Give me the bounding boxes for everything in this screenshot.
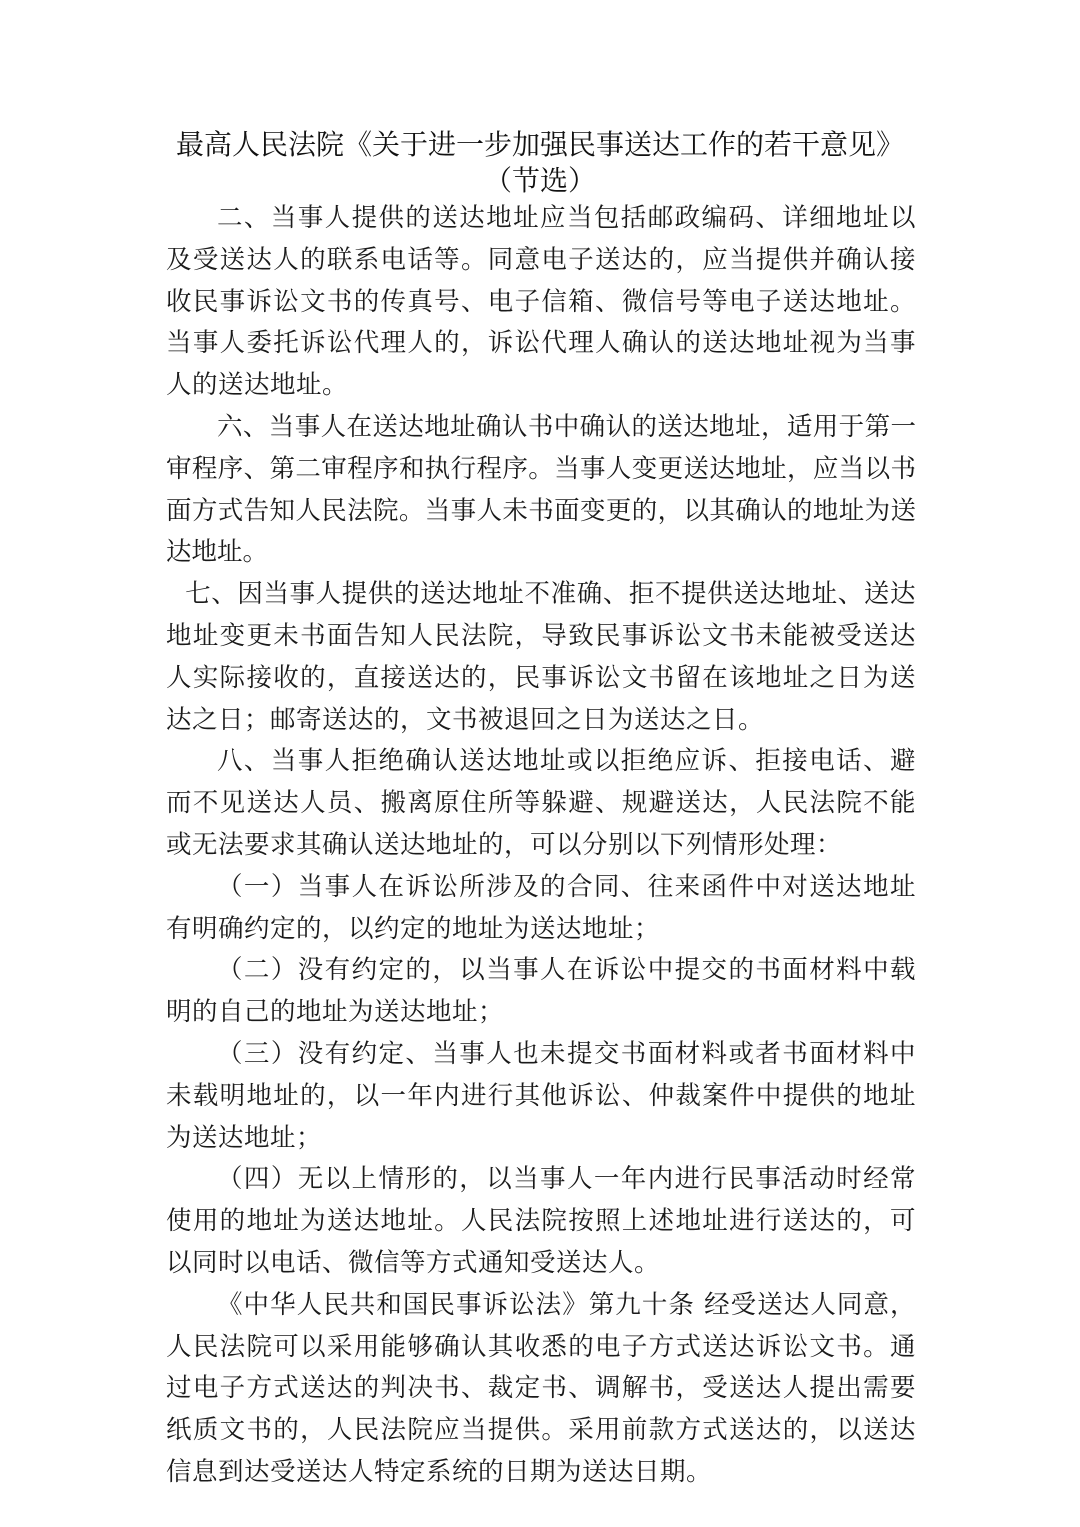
- paragraph-article-8: 八、当事人拒绝确认送达地址或以拒绝应诉、拒接电话、避而不见送达人员、搬离原住所等躲避、规避送达，人民法院不能或无法要求其确认送达地址的，可以分别以下列情形处理：: [166, 746, 916, 860]
- paragraph-item-1: （一）当事人在诉讼所涉及的合同、往来函件中对送达地址有明确约定的，以约定的地址为送达地址；: [166, 871, 916, 944]
- paragraph-item-3: （三）没有约定、当事人也未提交书面材料或者书面材料中未载明地址的，以一年内进行其他诉讼、仲裁案件中提供的地址为送达地址；: [166, 1038, 916, 1153]
- document-title: 最高人民法院《关于进一步加强民事送达工作的若干意见》: [175, 128, 904, 161]
- document-body: [166, 198, 916, 1494]
- paragraph-item-4: （四）无以上情形的，以当事人一年内进行民事活动时经常使用的地址为送达地址。人民法院按照上述地址进行送达的，可以同时以电话、微信等方式通知受送达人。: [166, 1164, 916, 1278]
- paragraph-civil-procedure-law-article-90: 《中华人民共和国民事诉讼法》第九十条 经受送达人同意，人民法院可以采用能够确认其收悉的电子方式送达诉讼文书。通过电子方式送达的判决书、裁定书、调解书，受送达人提出需要纸质文书的，人民法院应当提供。采用前款方式送达的，以送达信息到达受送达人特定系统的日期为送达日期。: [166, 1289, 916, 1487]
- document-subtitle: （节选）: [483, 164, 596, 197]
- paragraph-article-7: 七、因当事人提供的送达地址不准确、拒不提供送达地址、送达地址变更未书面告知人民法院，导致民事诉讼文书未能被受送达人实际接收的，直接送达的，民事诉讼文书留在该地址之日为送达之日；邮寄送达的，文书被退回之日为送达之日。: [166, 579, 916, 735]
- paragraph-article-2: 二、当事人提供的送达地址应当包括邮政编码、详细地址以及受送达人的联系电话等。同意电子送达的，应当提供并确认接收民事诉讼文书的传真号、电子信箱、微信号等电子送达地址。当事人委托诉讼代理人的，诉讼代理人确认的送达地址视为当事人的送达地址。: [166, 203, 916, 401]
- paragraph-item-2: （二）没有约定的，以当事人在诉讼中提交的书面材料中载明的自己的地址为送达地址；: [166, 955, 916, 1028]
- paragraph-article-6: 六、当事人在送达地址确认书中确认的送达地址，适用于第一审程序、第二审程序和执行程序。当事人变更送达地址，应当以书面方式告知人民法院。当事人未书面变更的，以其确认的地址为送达地址。: [166, 411, 916, 568]
